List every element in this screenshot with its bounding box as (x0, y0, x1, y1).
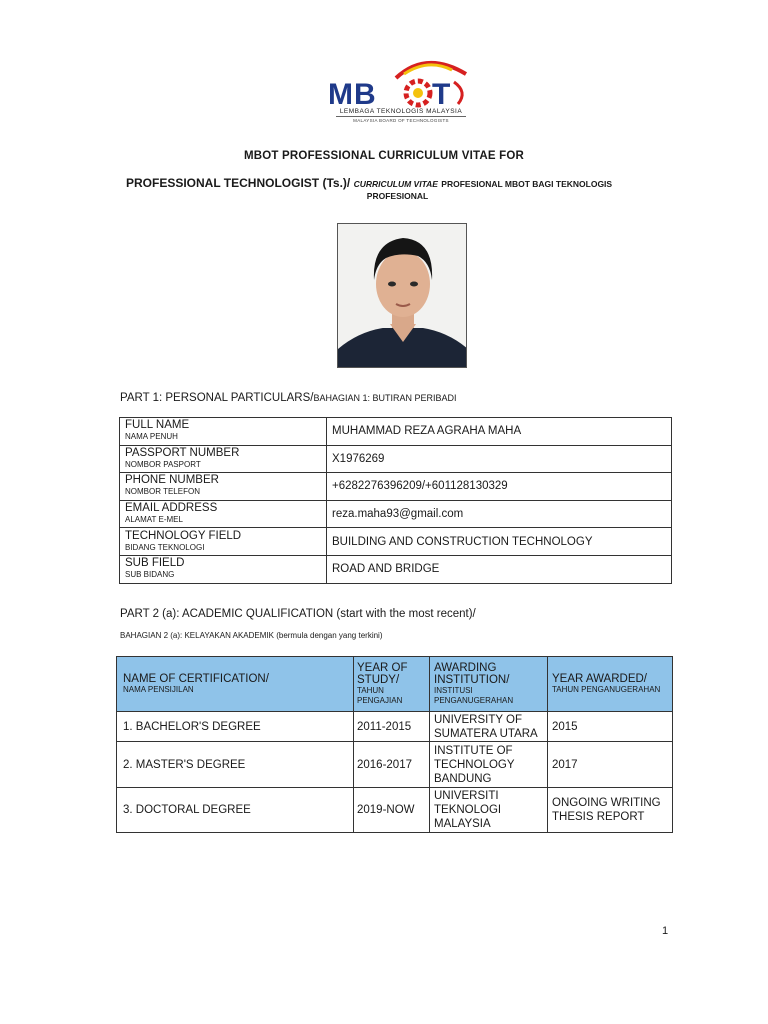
table-header-row (117, 657, 673, 712)
field-label (120, 500, 327, 528)
label-en: PASSPORT NUMBER (125, 446, 240, 459)
header-my: NAMA PENSIJILAN (123, 685, 194, 694)
header-my: INSTITUSI PENGANUGERAHAN (434, 686, 514, 705)
label-en: TECHNOLOGY FIELD (125, 529, 242, 542)
year-awarded: ONGOING WRITING THESIS REPORT (548, 788, 673, 833)
awarding-institution: INSTITUTE OF TECHNOLOGY BANDUNG (430, 742, 548, 788)
personal-particulars-table (119, 417, 672, 584)
logo-subtagline: MALAYSIA BOARD OF TECHNOLOGISTS (336, 116, 466, 123)
table-row (120, 418, 672, 446)
subtitle-line3: PROFESIONAL (366, 191, 429, 201)
label-my: NAMA PENUH (125, 432, 178, 442)
phone-number-value: +6282276396209/+601128130329 (327, 473, 672, 501)
svg-text:T: T (432, 78, 451, 111)
part2-subheading: BAHAGIAN 2 (a): KELAYAKAN AKADEMIK (bermula dengan yang terkini) (120, 631, 383, 640)
header-my: TAHUN PENGAJIAN (357, 686, 403, 705)
document-subtitle (126, 176, 686, 190)
header-en: AWARDING INSTITUTION/ (434, 662, 510, 686)
profile-photo (337, 223, 467, 368)
part1-heading (120, 392, 456, 404)
field-label (120, 528, 327, 556)
year-of-study: 2011-2015 (354, 712, 430, 742)
label-en: EMAIL ADDRESS (125, 502, 218, 515)
label-my: SUB BIDANG (125, 570, 175, 580)
table-row (117, 788, 673, 833)
subtitle-main: PROFESSIONAL TECHNOLOGIST (Ts.)/ (126, 176, 351, 190)
header-en: NAME OF CERTIFICATION/ (123, 673, 269, 685)
label-my: NOMBOR PASPORT (125, 459, 201, 469)
part1-heading-sub: BAHAGIAN 1: BUTIRAN PERIBADI (313, 393, 457, 403)
year-of-study: 2019-NOW (354, 788, 430, 833)
part1-heading-main: PART 1: PERSONAL PARTICULARS/ (120, 392, 314, 404)
page-number: 1 (662, 925, 669, 937)
header-en: YEAR AWARDED/ (552, 673, 647, 685)
header-my: TAHUN PENGANUGERAHAN (552, 685, 661, 694)
column-header (354, 657, 430, 712)
passport-number-value: X1976269 (327, 445, 672, 473)
table-row (120, 473, 672, 501)
label-my: NOMBOR TELEFON (125, 487, 200, 497)
full-name-value: MUHAMMAD REZA AGRAHA MAHA (327, 418, 672, 446)
column-header (430, 657, 548, 712)
table-row (120, 528, 672, 556)
certification-name: 1. BACHELOR'S DEGREE (117, 712, 354, 742)
email-address-value: reza.maha93@gmail.com (327, 500, 672, 528)
certification-name: 3. DOCTORAL DEGREE (117, 788, 354, 833)
technology-field-value: BUILDING AND CONSTRUCTION TECHNOLOGY (327, 528, 672, 556)
label-en: FULL NAME (125, 419, 190, 432)
awarding-institution: UNIVERSITY OF SUMATERA UTARA (430, 712, 548, 742)
label-en: SUB FIELD (125, 557, 185, 570)
year-of-study: 2016-2017 (354, 742, 430, 788)
field-label (120, 473, 327, 501)
year-awarded: 2015 (548, 712, 673, 742)
sub-field-value: ROAD AND BRIDGE (327, 555, 672, 583)
svg-text:MB: MB (328, 78, 377, 111)
year-awarded: 2017 (548, 742, 673, 788)
label-my: BIDANG TEKNOLOGI (125, 542, 205, 552)
field-label (120, 445, 327, 473)
field-label (120, 418, 327, 446)
awarding-institution: UNIVERSITI TEKNOLOGI MALAYSIA (430, 788, 548, 833)
table-row (117, 742, 673, 788)
table-row (120, 500, 672, 528)
header-en: YEAR OF STUDY/ (357, 662, 408, 686)
part2-heading: PART 2 (a): ACADEMIC QUALIFICATION (start with the most recent)/ (120, 608, 476, 620)
subtitle-italic: CURRICULUM VITAE (353, 179, 438, 189)
subtitle-rest: PROFESIONAL MBOT BAGI TEKNOLOGIS (441, 179, 613, 189)
certification-name: 2. MASTER'S DEGREE (117, 742, 354, 788)
table-row (120, 445, 672, 473)
column-header (117, 657, 354, 712)
label-en: PHONE NUMBER (125, 474, 219, 487)
field-label (120, 555, 327, 583)
document-title: MBOT PROFESSIONAL CURRICULUM VITAE FOR (244, 150, 524, 162)
logo-tagline: LEMBAGA TEKNOLOGIS MALAYSIA (339, 108, 463, 115)
academic-qualification-table (116, 656, 673, 833)
label-my: ALAMAT E-MEL (125, 515, 183, 525)
table-row (117, 712, 673, 742)
table-row (120, 555, 672, 583)
column-header (548, 657, 673, 712)
